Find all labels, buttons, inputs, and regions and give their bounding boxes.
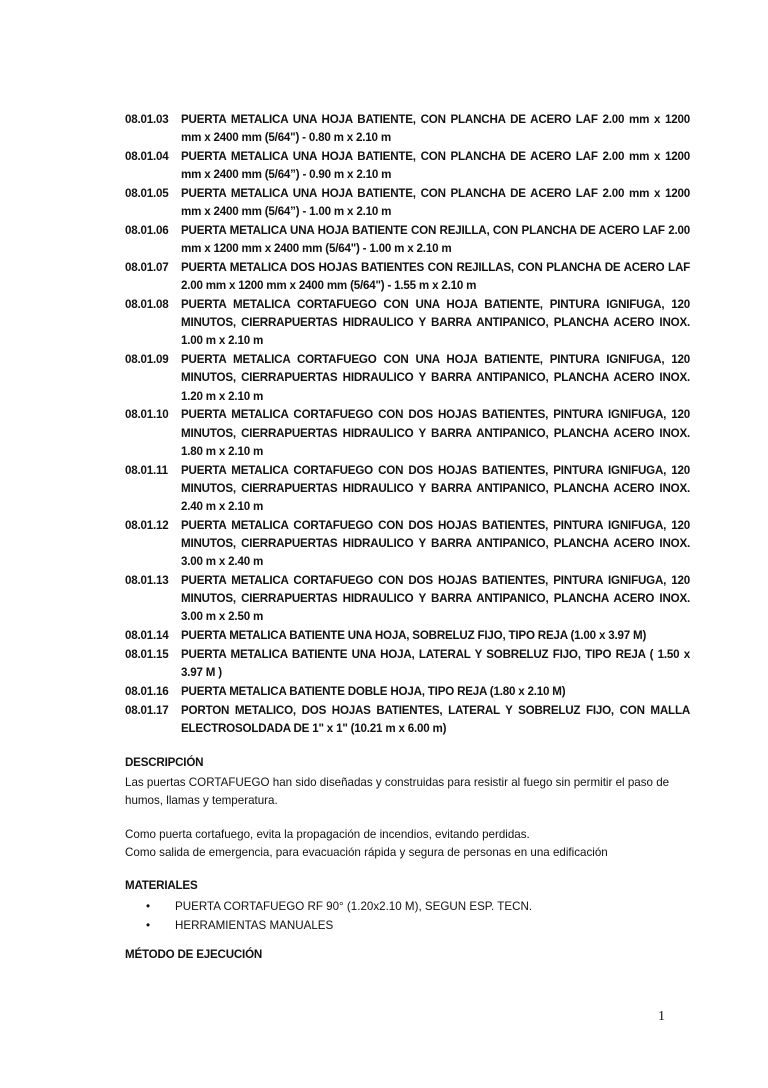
material-item: HERRAMIENTAS MANUALES: [175, 919, 334, 932]
item-text: PORTON METALICO, DOS HOJAS BATIENTES, LATERAL Y SOBRELUZ FIJO, CON MALLA ELECTROSOLDADA DE 1" x 1" (10.21 m x 6.00 m): [181, 703, 690, 736]
item-code: 08.01.11: [125, 463, 168, 477]
descripcion-heading: DESCRIPCIÓN: [125, 756, 204, 769]
item-text: PUERTA METALICA CORTAFUEGO CON UNA HOJA BATIENTE, PINTURA IGNIFUGA, 120 MINUTOS, CIERRAPUERTAS HIDRAULICO Y BARRA ANTIPANICO, PLANCHA ACERO INOX. 1.00 m x 2.10 m: [181, 298, 690, 348]
list-item: [146, 897, 532, 916]
item-text: PUERTA METALICA UNA HOJA BATIENTE, CON PLANCHA DE ACERO LAF 2.00 mm x 1200 mm x 2400 mm (5/64") - 0.80 m x 2.10 m: [181, 113, 690, 145]
item-code: 08.01.15: [125, 648, 169, 662]
item-code: 08.01.06: [125, 224, 169, 237]
item-code: 08.01.03: [125, 113, 169, 126]
item-text: PUERTA METALICA CORTAFUEGO CON DOS HOJAS BATIENTES, PINTURA IGNIFUGA, 120 MINUTOS, CIERRAPUERTAS HIDRAULICO Y BARRA ANTIPANICO, PLANCHA ACERO INOX. 2.40 m x 2.10 m: [181, 463, 690, 514]
list-item: [125, 111, 690, 147]
item-code: 08.01.04: [125, 150, 169, 163]
bullet-icon: •: [146, 919, 151, 932]
list-item: [125, 185, 690, 221]
list-item: [125, 627, 690, 645]
list-item: [125, 462, 690, 517]
materiales-heading: MATERIALES: [125, 879, 198, 892]
item-code: 08.01.14: [125, 629, 169, 643]
item-code: 08.01.07: [125, 261, 169, 274]
item-text: PUERTA METALICA CORTAFUEGO CON DOS HOJAS BATIENTES, PINTURA IGNIFUGA, 120 MINUTOS, CIERRAPUERTAS HIDRAULICO Y BARRA ANTIPANICO, PLANCHA ACERO INOX. 3.00 m x 2.40 m: [181, 518, 690, 569]
item-text: PUERTA METALICA UNA HOJA BATIENTE, CON PLANCHA DE ACERO LAF 2.00 mm x 1200 mm x 2400 mm (5/64”) - 1.00 m x 2.10 m: [181, 187, 690, 219]
descripcion-paragraph: Las puertas CORTAFUEGO han sido diseñadas y construidas para resistir al fuego sin permitir el paso de humos, llamas y temperatura.: [125, 776, 670, 807]
materiales-list: [146, 897, 532, 935]
descripcion-line-1: Como puerta cortafuego, evita la propagación de incendios, evitando perdidas.: [125, 828, 530, 841]
item-code: 08.01.09: [125, 353, 169, 367]
descripcion-line-2: Como salida de emergencia, para evacuación rápida y segura de personas en una edificación: [125, 846, 608, 859]
list-item: [125, 646, 690, 682]
list-item: [125, 406, 690, 461]
item-text: PUERTA METALICA UNA HOJA BATIENTE CON REJILLA, CON PLANCHA DE ACERO LAF 2.00 mm x 1200 mm x 2400 mm (5/64") - 1.00 m x 2.10 m: [181, 224, 690, 256]
item-code: 08.01.16: [125, 685, 169, 699]
metodo-heading: MÉTODO DE EJECUCIÓN: [125, 948, 263, 961]
item-code: 08.01.05: [125, 187, 169, 200]
bullet-icon: •: [146, 900, 151, 913]
item-code: 08.01.17: [125, 703, 169, 717]
item-text: PUERTA METALICA CORTAFUEGO CON UNA HOJA BATIENTE, PINTURA IGNIFUGA, 120 MINUTOS, CIERRAPUERTAS HIDRAULICO Y BARRA ANTIPANICO, PLANCHA ACERO INOX. 1.20 m x 2.10 m: [181, 353, 690, 403]
list-item: [125, 572, 690, 627]
material-item: PUERTA CORTAFUEGO RF 90° (1.20x2.10 M), SEGUN ESP. TECN.: [175, 900, 533, 913]
item-text: PUERTA METALICA UNA HOJA BATIENTE, CON PLANCHA DE ACERO LAF 2.00 mm x 1200 mm x 2400 mm (5/64”) - 0.90 m x 2.10 m: [181, 150, 690, 182]
list-item: [146, 916, 532, 935]
list-item: [125, 259, 690, 295]
list-item: [125, 296, 690, 351]
list-item: [125, 222, 690, 258]
list-item: [125, 702, 690, 738]
page-number: 1: [658, 1009, 665, 1024]
item-text: PUERTA METALICA CORTAFUEGO CON DOS HOJAS BATIENTES, PINTURA IGNIFUGA, 120 MINUTOS, CIERRAPUERTAS HIDRAULICO Y BARRA ANTIPANICO, PLANCHA ACERO INOX. 1.80 m x 2.10 m: [181, 408, 690, 458]
item-text: PUERTA METALICA BATIENTE UNA HOJA, SOBRELUZ FIJO, TIPO REJA (1.00 x 3.97 M): [181, 629, 647, 643]
item-code: 08.01.13: [125, 574, 169, 588]
item-list: [125, 111, 690, 739]
list-item: [125, 517, 690, 572]
list-item: [125, 351, 690, 406]
item-text: PUERTA METALICA BATIENTE DOBLE HOJA, TIPO REJA (1.80 x 2.10 M): [181, 685, 566, 699]
item-text: PUERTA METALICA BATIENTE UNA HOJA, LATERAL Y SOBRELUZ FIJO, TIPO REJA ( 1.50 x 3.97 M ): [181, 648, 690, 680]
item-code: 08.01.12: [125, 518, 169, 532]
item-code: 08.01.10: [125, 408, 169, 422]
item-text: PUERTA METALICA DOS HOJAS BATIENTES CON REJILLAS, CON PLANCHA DE ACERO LAF 2.00 mm x 1200 mm x 2400 mm (5/64") - 1.55 m x 2.10 m: [181, 261, 690, 293]
item-code: 08.01.08: [125, 298, 169, 311]
list-item: [125, 148, 690, 184]
item-text: PUERTA METALICA CORTAFUEGO CON DOS HOJAS BATIENTES, PINTURA IGNIFUGA, 120 MINUTOS, CIERRAPUERTAS HIDRAULICO Y BARRA ANTIPANICO, PLANCHA ACERO INOX. 3.00 m x 2.50 m: [181, 574, 690, 624]
list-item: [125, 683, 690, 701]
